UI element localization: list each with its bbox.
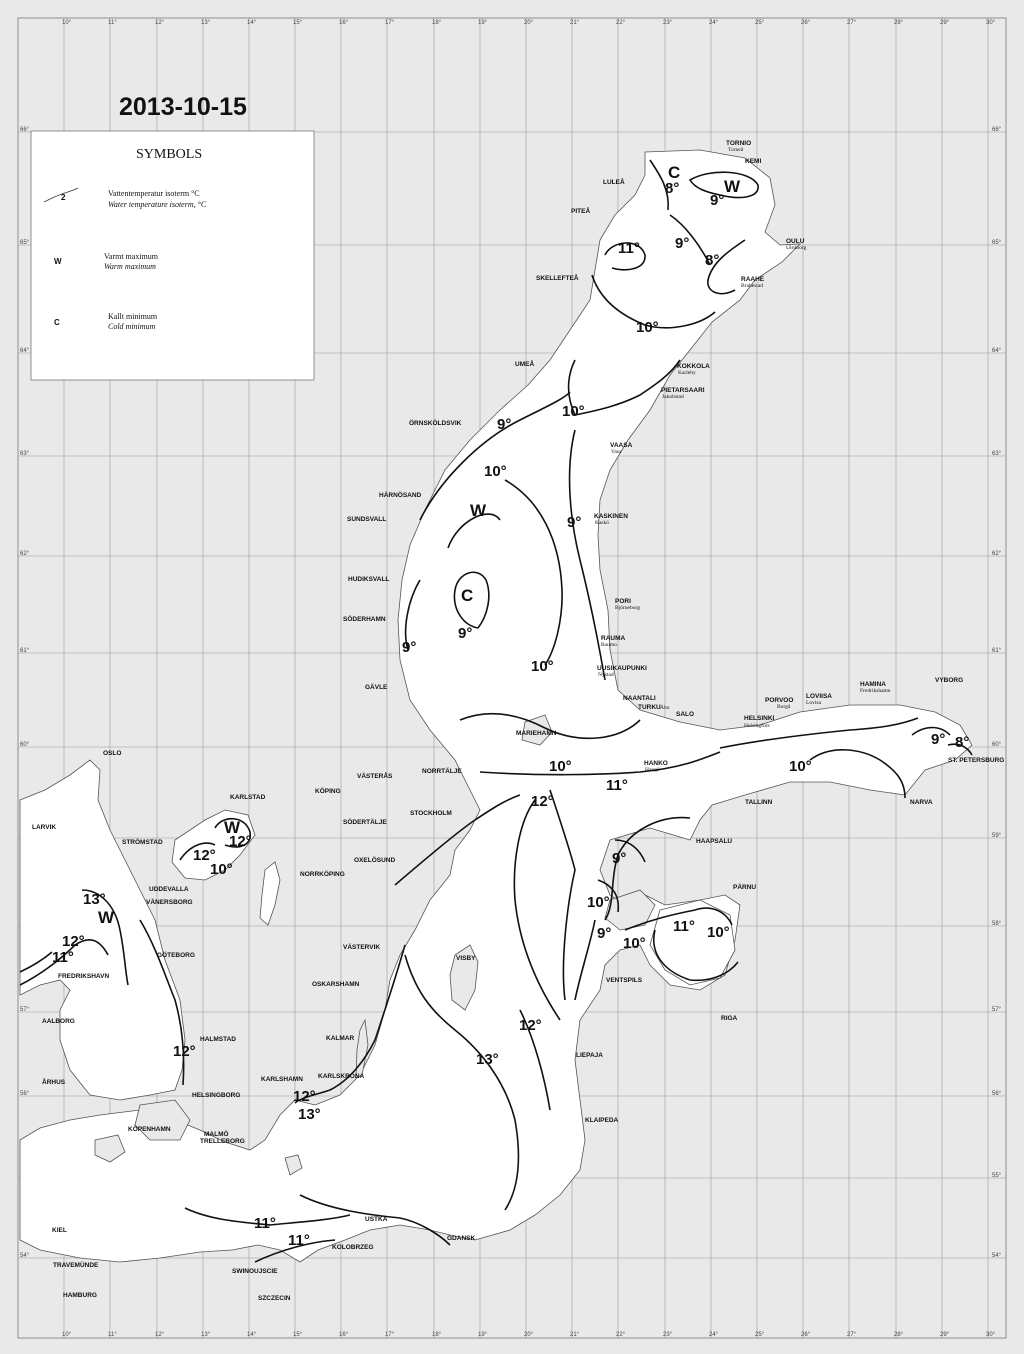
svg-text:21°: 21°	[570, 1332, 580, 1338]
svg-text:29°: 29°	[940, 1332, 950, 1338]
place-label: HELSINGBORG	[192, 1092, 241, 1099]
isotherm-label: 11°	[618, 240, 640, 257]
isotherm-label: 13°	[83, 891, 106, 908]
place-label: OSLO	[103, 750, 122, 757]
isotherm-label: 10°	[484, 463, 507, 480]
place-label: TRELLEBORG	[200, 1138, 245, 1145]
svg-text:11°: 11°	[108, 1332, 117, 1338]
place-label: SÖDERTÄLJE	[343, 819, 387, 826]
isotherm-label: 12°	[293, 1088, 316, 1105]
isotherm-label: 9°	[710, 192, 725, 209]
place-label-secondary: Vasa	[611, 449, 622, 455]
place-label: HÄRNÖSAND	[379, 492, 422, 499]
svg-text:16°: 16°	[339, 1332, 349, 1338]
place-label: TURKU	[638, 704, 661, 711]
svg-text:30°: 30°	[986, 20, 996, 26]
place-label: VAASA	[610, 442, 633, 449]
warm-legend-symbol: W	[54, 257, 62, 266]
warm-maximum-marker: W	[724, 177, 741, 196]
svg-text:25°: 25°	[755, 1332, 765, 1338]
cold-minimum-marker: C	[461, 586, 474, 605]
place-label: VYBORG	[935, 677, 964, 684]
cold-minimum-marker: C	[668, 163, 681, 182]
place-label: UMEÅ	[515, 361, 535, 368]
place-label: HANKO	[644, 760, 668, 767]
place-label: KASKINEN	[594, 513, 628, 520]
map-date-title: 2013-10-15	[119, 93, 247, 121]
place-label: VÄNERSBORG	[146, 899, 193, 906]
isotherm-label: 12°	[173, 1043, 196, 1060]
svg-text:10°: 10°	[62, 20, 72, 26]
place-label: KÖPENHAMN	[128, 1126, 171, 1133]
place-label: GÖTEBORG	[157, 952, 195, 959]
place-label: PITEÅ	[571, 208, 591, 215]
isotherm-label: 10°	[549, 758, 572, 775]
svg-text:60°: 60°	[992, 742, 1002, 748]
place-label: UDDEVALLA	[149, 886, 189, 893]
isotherm-label: 10°	[636, 319, 659, 336]
place-label-secondary: Nystad	[598, 672, 614, 678]
place-label: ÅRHUS	[42, 1079, 66, 1086]
svg-text:28°: 28°	[894, 20, 904, 26]
legend-label-en: Warm maximum	[104, 262, 156, 271]
svg-text:15°: 15°	[293, 1332, 303, 1338]
svg-text:65°: 65°	[20, 240, 30, 246]
svg-text:24°: 24°	[709, 20, 719, 26]
place-label-secondary: Raumo	[601, 642, 617, 648]
place-label: PORVOO	[765, 697, 794, 704]
isotherm-label: 9°	[675, 235, 690, 252]
svg-text:62°: 62°	[992, 551, 1002, 557]
place-label: HAMBURG	[63, 1292, 97, 1299]
svg-text:28°: 28°	[894, 1332, 904, 1338]
isotherm-label: 11°	[673, 918, 695, 935]
svg-text:55°: 55°	[992, 1173, 1002, 1179]
isotherm-label: 10°	[707, 924, 730, 941]
longitude-labels-bottom	[62, 1332, 996, 1338]
place-label-secondary: Björneborg	[615, 605, 640, 611]
place-label: GDANSK	[447, 1235, 476, 1242]
svg-text:61°: 61°	[20, 648, 30, 654]
svg-text:17°: 17°	[385, 20, 395, 26]
warm-maximum-marker: W	[470, 501, 487, 520]
place-label: KOKKOLA	[677, 363, 710, 370]
svg-text:21°: 21°	[570, 20, 580, 26]
isotherm-label: 11°	[52, 949, 74, 966]
svg-text:10°: 10°	[62, 1332, 72, 1338]
place-label: OSKARSHAMN	[312, 981, 360, 988]
isotherm-label: 12°	[62, 933, 85, 950]
svg-text:20°: 20°	[524, 20, 534, 26]
place-label: GÄVLE	[365, 684, 388, 691]
isotherm-label: 9°	[597, 925, 612, 942]
place-label-secondary: Lovisa	[806, 700, 821, 706]
isotherm-label: 8°	[705, 252, 720, 269]
place-label-secondary: Jakobstad	[662, 394, 684, 400]
place-label: ÖRNSKÖLDSVIK	[409, 420, 462, 427]
svg-text:20°: 20°	[524, 1332, 534, 1338]
svg-text:13°: 13°	[201, 20, 211, 26]
place-label: VENTSPILS	[606, 977, 643, 984]
place-label: STRÖMSTAD	[122, 839, 163, 846]
svg-text:66°: 66°	[992, 127, 1002, 133]
place-label: MARIEHAMN	[516, 730, 557, 737]
place-label: VÄSTERÅS	[357, 773, 393, 780]
svg-text:22°: 22°	[616, 20, 626, 26]
svg-text:13°: 13°	[201, 1332, 211, 1338]
isotherm-legend-symbol: 2	[61, 193, 66, 202]
place-label: VÄSTERVIK	[343, 944, 381, 951]
svg-text:64°: 64°	[20, 348, 30, 354]
place-label: AALBORG	[42, 1018, 75, 1025]
place-label: NORRKÖPING	[300, 871, 345, 878]
place-label-secondary: Hangö	[645, 767, 660, 773]
svg-text:56°: 56°	[20, 1091, 30, 1097]
isotherm-label: 10°	[789, 758, 812, 775]
place-label: PIETARSAARI	[661, 387, 705, 394]
legend-heading: SYMBOLS	[136, 147, 203, 162]
place-label: KLAIPEDA	[585, 1117, 619, 1124]
place-label: SÖDERHAMN	[343, 616, 386, 623]
isotherm-label: 11°	[606, 777, 628, 794]
place-label: HUDIKSVALL	[348, 576, 390, 583]
place-label-secondary: Kaskö	[595, 520, 610, 526]
place-label: HELSINKI	[744, 715, 775, 722]
place-label: KOLOBRZEG	[332, 1244, 374, 1251]
place-label: NAANTALI	[623, 695, 656, 702]
place-label: RIGA	[721, 1015, 738, 1022]
legend-label-sv: Varmt maximum	[104, 252, 158, 261]
place-label: HAAPSALU	[696, 838, 733, 845]
isotherm-label: 9°	[567, 514, 582, 531]
svg-text:63°: 63°	[20, 451, 30, 457]
place-label: KARLSTAD	[230, 794, 266, 801]
legend-box	[31, 131, 314, 380]
svg-text:57°: 57°	[992, 1007, 1002, 1013]
svg-text:65°: 65°	[992, 240, 1002, 246]
place-label: KALMAR	[326, 1035, 355, 1042]
isotherm-label: 9°	[497, 416, 512, 433]
place-label: PORI	[615, 598, 631, 605]
place-label: OULU	[786, 238, 805, 245]
place-label: PÄRNU	[733, 884, 757, 891]
place-label: LARVIK	[32, 824, 57, 831]
svg-text:59°: 59°	[992, 833, 1002, 839]
place-label: KIEL	[52, 1227, 67, 1234]
isotherm-label: 10°	[623, 935, 646, 952]
svg-text:25°: 25°	[755, 20, 765, 26]
svg-text:23°: 23°	[663, 20, 673, 26]
isotherm-label: 9°	[402, 639, 417, 656]
svg-text:64°: 64°	[992, 348, 1002, 354]
svg-text:15°: 15°	[293, 20, 303, 26]
place-label: SZCZECIN	[258, 1295, 291, 1302]
svg-text:27°: 27°	[847, 1332, 857, 1338]
isotherm-label: 10°	[210, 861, 233, 878]
svg-text:14°: 14°	[247, 1332, 257, 1338]
warm-maximum-marker: W	[98, 908, 115, 927]
place-label: OXELÖSUND	[354, 857, 396, 864]
place-label: NORRTÄLJE	[422, 768, 462, 775]
place-label: VISBY	[456, 955, 476, 962]
svg-text:12°: 12°	[155, 1332, 165, 1338]
place-label: UUSIKAUPUNKI	[597, 665, 647, 672]
svg-text:63°: 63°	[992, 451, 1002, 457]
place-label: TRAVEMÜNDE	[53, 1262, 99, 1269]
place-label: KARLSKRONA	[318, 1073, 365, 1080]
place-label: KEMI	[745, 158, 762, 165]
svg-text:18°: 18°	[432, 1332, 442, 1338]
isotherm-label: 12°	[531, 793, 554, 810]
isotherm-label: 11°	[288, 1232, 310, 1249]
place-label: HALMSTAD	[200, 1036, 236, 1043]
svg-text:12°: 12°	[155, 20, 165, 26]
svg-text:19°: 19°	[478, 20, 488, 26]
isotherm-label: 10°	[531, 658, 554, 675]
isotherm-label: 11°	[254, 1215, 276, 1232]
svg-text:26°: 26°	[801, 1332, 811, 1338]
isotherm-label: 12°	[519, 1017, 542, 1034]
symbols-legend	[31, 131, 314, 380]
place-label: MALMÖ	[204, 1131, 229, 1138]
isotherm-label: 8°	[955, 734, 970, 751]
svg-text:54°: 54°	[20, 1253, 30, 1259]
place-label: NARVA	[910, 799, 933, 806]
isotherm-label: 9°	[612, 850, 627, 867]
svg-text:29°: 29°	[940, 20, 950, 26]
place-label-secondary: Brahestad	[741, 283, 763, 289]
svg-text:56°: 56°	[992, 1091, 1002, 1097]
place-label: KARLSHAMN	[261, 1076, 303, 1083]
legend-label-sv: Kallt minimum	[108, 312, 158, 321]
place-label: STOCKHOLM	[410, 810, 452, 817]
isotherm-label: 10°	[562, 403, 585, 420]
place-label: RAUMA	[601, 635, 626, 642]
place-label: SKELLEFTEÅ	[536, 275, 579, 282]
isotherm-label: 12°	[193, 847, 216, 864]
place-label: SALO	[676, 711, 695, 718]
svg-text:66°: 66°	[20, 127, 30, 133]
svg-text:26°: 26°	[801, 20, 811, 26]
svg-text:30°: 30°	[986, 1332, 996, 1338]
place-label: SUNDSVALL	[347, 516, 387, 523]
place-label: HAMINA	[860, 681, 886, 688]
svg-text:16°: 16°	[339, 20, 349, 26]
place-label: USTKA	[365, 1216, 388, 1223]
isotherm-label: 12°	[229, 833, 252, 850]
svg-text:62°: 62°	[20, 551, 30, 557]
svg-text:22°: 22°	[616, 1332, 626, 1338]
svg-text:58°: 58°	[992, 921, 1002, 927]
place-label: ST. PETERSBURG	[948, 757, 1005, 764]
legend-label-en: Water temperature isoterm, °C	[108, 200, 207, 209]
warm-maximum-marker: W	[224, 818, 241, 837]
svg-text:14°: 14°	[247, 20, 257, 26]
isotherm-label: 9°	[458, 625, 473, 642]
legend-label-en: Cold minimum	[108, 322, 156, 331]
cold-legend-symbol: C	[54, 318, 60, 327]
svg-text:60°: 60°	[20, 742, 30, 748]
place-label: KÖPING	[315, 788, 341, 795]
svg-text:11°: 11°	[108, 20, 117, 26]
isotherm-label: 9°	[931, 731, 946, 748]
place-label: FREDRIKSHAVN	[58, 973, 110, 980]
place-label-secondary: Borgå	[777, 704, 791, 710]
place-label-secondary: Helsingfors	[744, 723, 770, 729]
isotherm-label: 8°	[665, 180, 680, 197]
place-label-secondary: Åbo	[660, 705, 670, 711]
legend-label-sv: Vattentemperatur isoterm °C	[108, 189, 200, 198]
place-label: TORNIO	[726, 140, 752, 147]
place-label: LIEPAJA	[576, 1052, 603, 1059]
svg-text:18°: 18°	[432, 20, 442, 26]
place-label-secondary: Fredrikshamn	[860, 688, 891, 694]
place-label: LOVIISA	[806, 693, 833, 700]
svg-text:54°: 54°	[992, 1253, 1002, 1259]
place-label: RAAHE	[741, 276, 765, 283]
place-label: TALLINN	[745, 799, 773, 806]
svg-text:24°: 24°	[709, 1332, 719, 1338]
place-label-secondary: Torneå	[728, 147, 744, 153]
isotherm-label: 13°	[476, 1051, 499, 1068]
place-label-secondary: Karleby	[678, 370, 696, 376]
svg-text:19°: 19°	[478, 1332, 488, 1338]
place-label: SWINOUJSCIE	[232, 1268, 278, 1275]
isotherm-label: 13°	[298, 1106, 321, 1123]
place-label: LULEÅ	[603, 179, 625, 186]
svg-text:23°: 23°	[663, 1332, 673, 1338]
isotherm-label: 10°	[587, 894, 610, 911]
svg-text:27°: 27°	[847, 20, 857, 26]
place-label-secondary: Uleåborg	[786, 245, 807, 251]
svg-text:17°: 17°	[385, 1332, 395, 1338]
svg-text:57°: 57°	[20, 1007, 30, 1013]
svg-text:61°: 61°	[992, 648, 1002, 654]
longitude-labels-top	[62, 20, 996, 26]
